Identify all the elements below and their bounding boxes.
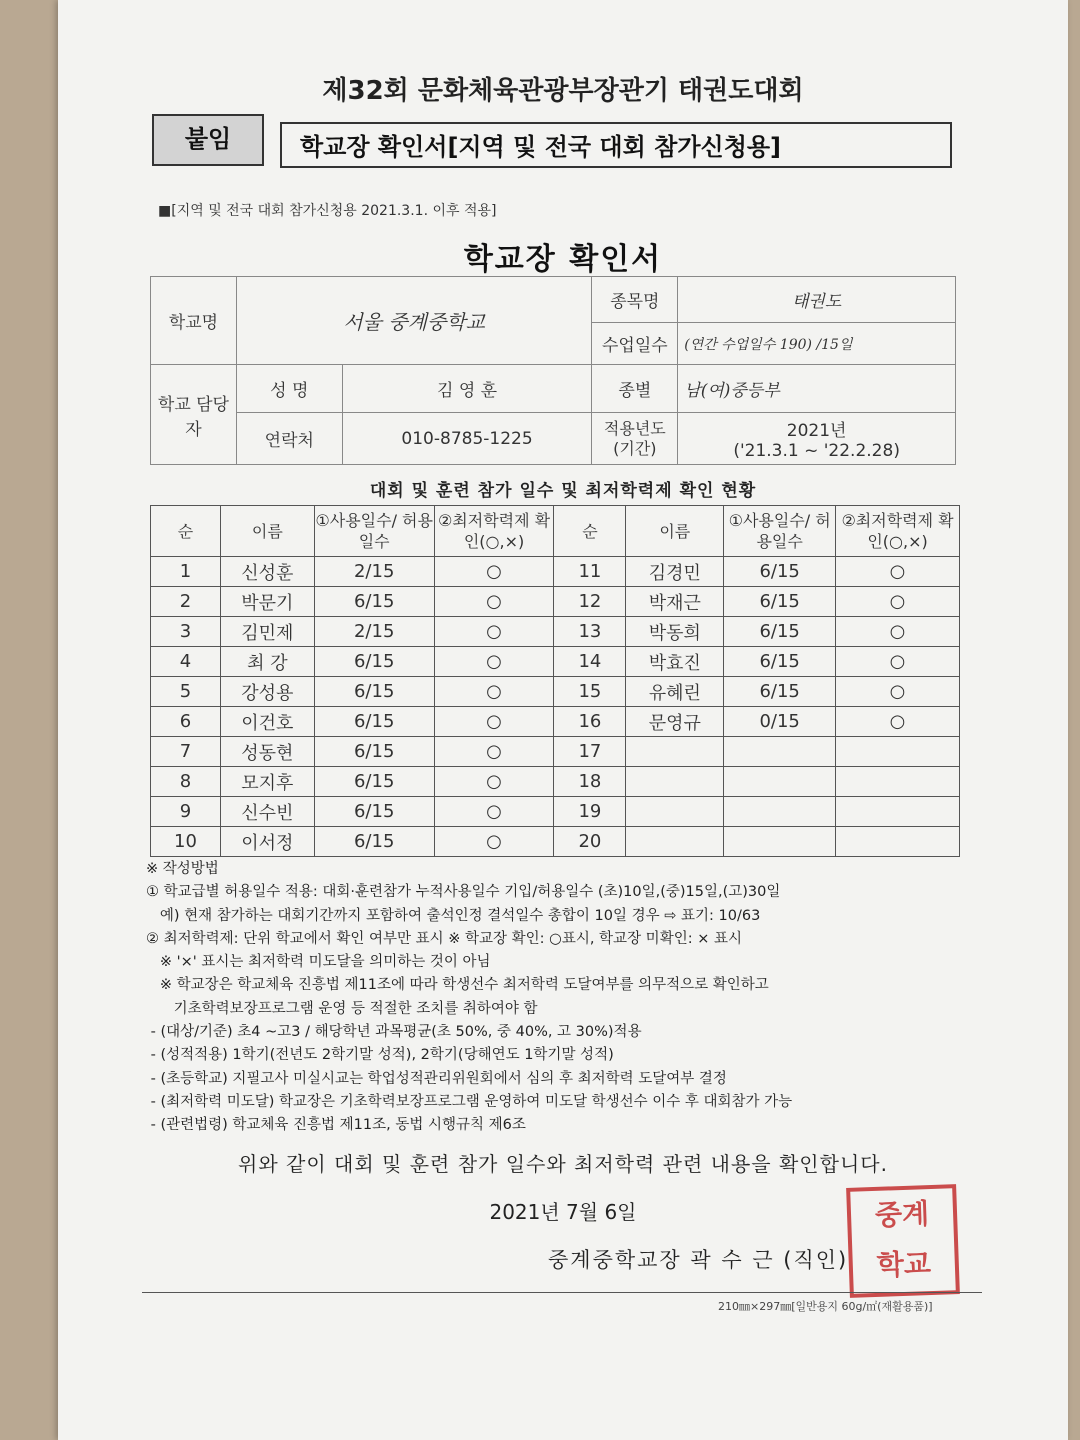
cell-days: 6/15 [314,677,434,707]
cell-days: 0/15 [724,707,836,737]
cell-name: 모지후 [220,767,314,797]
year-cell [678,413,956,465]
manager-name-label: 성 명 [236,365,342,413]
attachment-label: 붙임 [152,114,264,166]
instruction-line: ① 학교급별 허용일수 적용: 대회·훈련참가 누적사용일수 기입/허용일수 (초)10일,(중)15일,(고)30일 [146,884,781,901]
cell-check: ○ [836,647,960,677]
cell-name [626,797,724,827]
col-header-no: 순 [554,506,626,557]
cell-name: 성동현 [220,737,314,767]
col-header-name: 이름 [626,506,724,557]
cell-check: ○ [836,677,960,707]
table-row [151,737,960,767]
instruction-line: - (성적적용) 1학기(전년도 2학기말 성적), 2학기(당해연도 1학기말 성적) [146,1047,614,1064]
school-manager-label: 학교 담당자 [151,365,237,465]
contact-label: 연락처 [236,413,342,465]
cell-days: 6/15 [314,737,434,767]
cell-no: 15 [554,677,626,707]
cell-no: 8 [151,767,221,797]
table-row [151,557,960,587]
cell-no: 2 [151,587,221,617]
cell-no: 14 [554,647,626,677]
document-subtitle: 학교장 확인서[지역 및 전국 대회 참가신청용] [280,122,952,168]
year-label: 적용년도 (기간) [592,413,678,465]
event-value: 태권도 [678,277,956,323]
table-row [151,767,960,797]
writing-instructions [146,858,976,1138]
paper-spec-footer: 210㎜×297㎜[일반용지 60g/㎡(재활용품)] [718,1300,933,1313]
cell-check: ○ [434,797,554,827]
applicability-note: ■[지역 및 전국 대회 참가신청용 2021.3.1. 이후 적용] [158,203,497,219]
participation-table [150,505,960,857]
school-name-label: 학교명 [151,277,237,365]
cell-check: ○ [434,617,554,647]
cell-days: 6/15 [314,827,434,857]
category-value: 남(여)중등부 [678,365,956,413]
cell-no: 3 [151,617,221,647]
instruction-line: - (관련법령) 학교체육 진흥법 제11조, 동법 시행규칙 제6조 [146,1117,526,1134]
cell-no: 10 [151,827,221,857]
cell-name [626,827,724,857]
instruction-line: ※ 학교장은 학교체육 진흥법 제11조에 따라 학생선수 최저학력 도달여부를 의무적으로 확인하고 [146,977,769,994]
cell-check: ○ [836,557,960,587]
cell-check: ○ [434,677,554,707]
instruction-line: - (대상/기준) 초4 ~고3 / 해당학년 과목평균(초 50%, 중 40%, 고 30%)적용 [146,1024,642,1041]
cell-days: 6/15 [724,557,836,587]
cell-name: 신성훈 [220,557,314,587]
table-row [151,647,960,677]
cell-name: 김경민 [626,557,724,587]
cell-check: ○ [434,737,554,767]
cell-no: 18 [554,767,626,797]
cell-days: 6/15 [724,617,836,647]
cell-days [724,827,836,857]
cell-check [836,737,960,767]
table-row [151,827,960,857]
cell-name: 최 강 [220,647,314,677]
document-title: 학교장 확인서 [463,242,663,277]
table-row [151,707,960,737]
cell-days [724,767,836,797]
cell-no: 6 [151,707,221,737]
table-row [151,587,960,617]
cell-name [626,767,724,797]
instruction-line: ※ '×' 표시는 최저학력 미도달을 의미하는 것이 아님 [146,954,491,971]
cell-check: ○ [434,587,554,617]
cell-days: 6/15 [314,707,434,737]
event-label: 종목명 [592,277,678,323]
instruction-line: ※ 작성방법 [146,861,219,877]
school-days-label: 수업일수 [592,323,678,365]
cell-check: ○ [434,557,554,587]
school-info-table [150,276,956,465]
cell-no: 20 [554,827,626,857]
cell-days [724,797,836,827]
document-page [58,0,1068,1440]
table-row [151,617,960,647]
cell-no: 12 [554,587,626,617]
cell-check [836,797,960,827]
col-header-days: ①사용일수/ 허용일수 [314,506,434,557]
cell-name: 신수빈 [220,797,314,827]
footer-divider [142,1292,982,1293]
manager-name-value: 김 영 훈 [342,365,592,413]
official-seal-icon: 중계 학교 [846,1184,960,1298]
cell-days: 6/15 [724,677,836,707]
cell-check: ○ [434,707,554,737]
cell-no: 16 [554,707,626,737]
cell-no: 4 [151,647,221,677]
cell-days: 6/15 [724,647,836,677]
cell-name: 강성용 [220,677,314,707]
school-name-value: 서울 중계중학교 [236,277,592,365]
cell-check: ○ [836,587,960,617]
cell-name: 김민제 [220,617,314,647]
cell-name: 박동희 [626,617,724,647]
cell-name: 유혜린 [626,677,724,707]
cell-no: 13 [554,617,626,647]
year-value: 2021년 [786,421,847,441]
col-header-check: ②최저학력제 확인(○,×) [836,506,960,557]
cell-days: 6/15 [314,587,434,617]
table-row [151,677,960,707]
cell-name: 박재근 [626,587,724,617]
cell-days: 6/15 [314,647,434,677]
cell-check: ○ [434,827,554,857]
cell-check [836,827,960,857]
cell-name [626,737,724,767]
cell-check: ○ [434,647,554,677]
cell-no: 5 [151,677,221,707]
instruction-line: 예) 현재 참가하는 대회기간까지 포함하여 출석인정 결석일수 총합이 10일 경우 ⇨ 표기: 10/63 [146,907,761,924]
cell-days: 2/15 [314,617,434,647]
confirmation-statement: 위와 같이 대회 및 훈련 참가 일수와 최저학력 관련 내용을 확인합니다. [238,1152,888,1176]
event-title: 제32회 문화체육관광부장관기 태권도대회 [322,76,804,106]
instruction-line: 기초학력보장프로그램 운영 등 적절한 조치를 취하여야 함 [146,1000,538,1017]
cell-days [724,737,836,767]
cell-days: 2/15 [314,557,434,587]
cell-no: 17 [554,737,626,767]
instruction-line: - (초등학교) 지필고사 미실시교는 학업성적관리위원회에서 심의 후 최저학력 도달여부 결정 [146,1070,727,1087]
cell-no: 19 [554,797,626,827]
cell-name: 이건호 [220,707,314,737]
cell-no: 9 [151,797,221,827]
contact-value: 010-8785-1225 [342,413,592,465]
period-value: ('21.3.1 ~ '22.2.28) [733,441,900,461]
cell-check: ○ [836,617,960,647]
col-header-days: ①사용일수/ 허용일수 [724,506,836,557]
cell-no: 1 [151,557,221,587]
school-days-value: (연간 수업일수 190) /15일 [678,323,956,365]
category-label: 종별 [592,365,678,413]
table-row [151,797,960,827]
instruction-line: - (최저학력 미도달) 학교장은 기초학력보장프로그램 운영하여 미도달 학생선수 이수 후 대회참가 가능 [146,1093,793,1110]
section-title: 대회 및 훈련 참가 일수 및 최저학력제 확인 현황 [369,481,757,501]
cell-check: ○ [836,707,960,737]
cell-check: ○ [434,767,554,797]
cell-name: 문영규 [626,707,724,737]
cell-days: 6/15 [314,767,434,797]
col-header-name: 이름 [220,506,314,557]
cell-days: 6/15 [314,797,434,827]
cell-no: 7 [151,737,221,767]
cell-name: 박문기 [220,587,314,617]
cell-no: 11 [554,557,626,587]
cell-days: 6/15 [724,587,836,617]
signature-date: 2021년 7월 6일 [489,1200,637,1224]
principal-signature: 중계중학교장 곽 수 근 (직인) [548,1248,849,1272]
cell-name: 박효진 [626,647,724,677]
col-header-no: 순 [151,506,221,557]
cell-check [836,767,960,797]
col-header-check: ②최저학력제 확인(○,×) [434,506,554,557]
instruction-line: ② 최저학력제: 단위 학교에서 확인 여부만 표시 ※ 학교장 확인: ○표시, 학교장 미확인: × 표시 [146,930,742,947]
cell-name: 이서정 [220,827,314,857]
